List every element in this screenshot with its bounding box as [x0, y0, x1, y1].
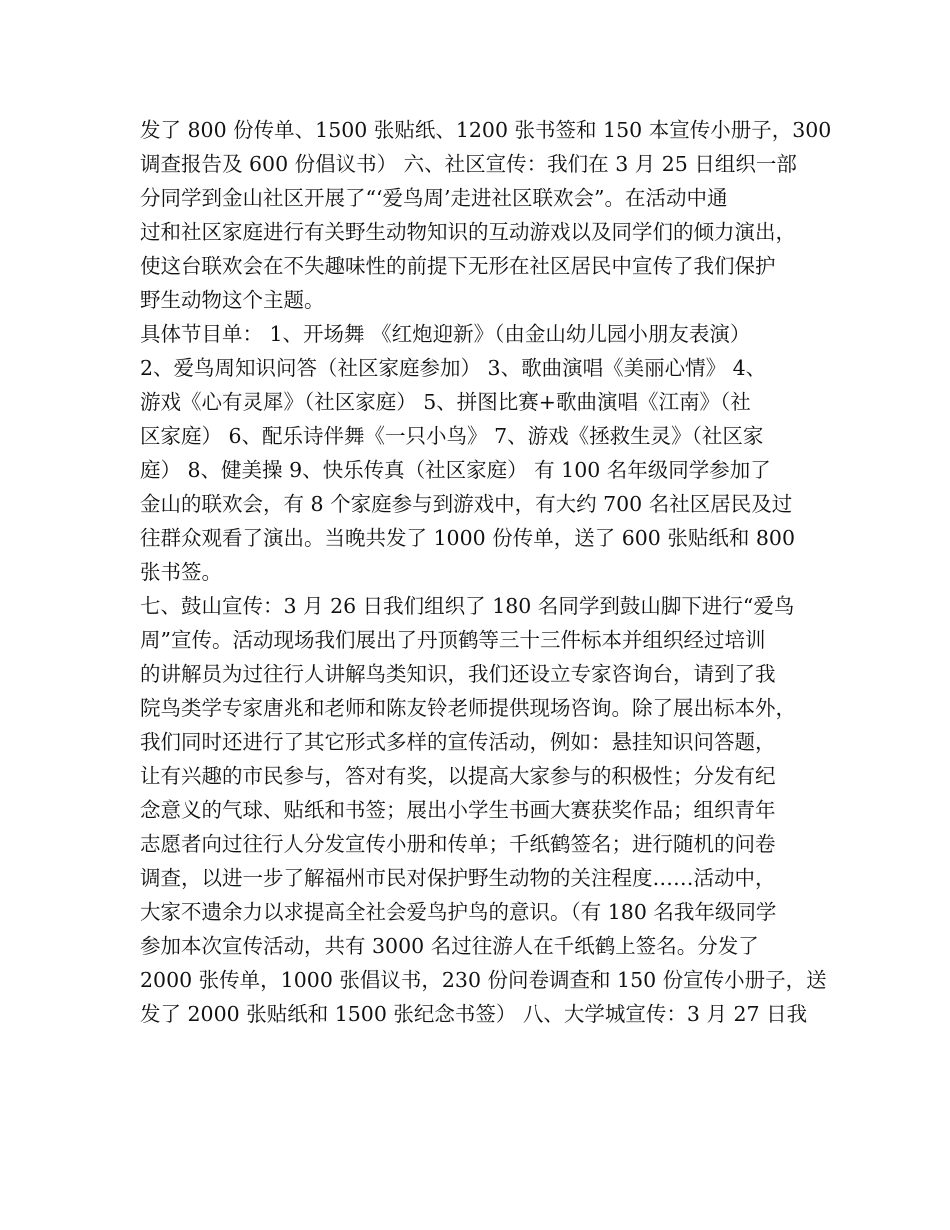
text-line: 志愿者向过往行人分发宣传小册和传单；千纸鹤签名；进行随机的问卷: [140, 832, 776, 856]
text-line: 具体节目单： 1、开场舞 《红炮迎新》（由金山幼儿园小朋友表演）: [140, 322, 751, 346]
text-line: 发了 2000 张贴纸和 1500 张纪念书签） 八、大学城宣传：3 月 27 日我: [140, 1002, 808, 1026]
text-line: 使这台联欢会在不失趣味性的前提下无形在社区居民中宣传了我们保护: [140, 254, 776, 278]
text-line: 我们同时还进行了其它形式多样的宣传活动，例如：悬挂知识问答题，: [140, 730, 776, 754]
text-line: 游戏《心有灵犀》（社区家庭） 5、拼图比赛+歌曲演唱《江南》（社: [140, 390, 751, 414]
body-text: [140, 113, 830, 1031]
text-line: 往群众观看了演出。当晚共发了 1000 份传单，送了 600 张贴纸和 800: [140, 526, 796, 550]
text-line: 调查报告及 600 份倡议书） 六、社区宣传：我们在 3 月 25 日组织一部: [140, 152, 797, 176]
text-line: 的讲解员为过往行人讲解鸟类知识，我们还设立专家咨询台，请到了我: [140, 662, 776, 686]
text-line: 2、爱鸟周知识问答（社区家庭参加） 3、歌曲演唱《美丽心情》 4、: [140, 356, 767, 380]
text-line: 念意义的气球、贴纸和书签；展出小学生书画大赛获奖作品；组织青年: [140, 798, 776, 822]
text-line: 发了 800 份传单、1500 张贴纸、1200 张书签和 150 本宣传小册子，300: [140, 118, 832, 142]
text-line: 让有兴趣的市民参与，答对有奖，以提高大家参与的积极性；分发有纪: [140, 764, 776, 788]
text-line: 分同学到金山社区开展了“‘爱鸟周’走进社区联欢会”。在活动中通: [140, 186, 728, 210]
text-line: 张书签。: [140, 560, 222, 584]
text-line: 金山的联欢会，有 8 个家庭参与到游戏中，有大约 700 名社区居民及过: [140, 492, 793, 516]
text-line: 周”宣传。活动现场我们展出了丹顶鹤等三十三件标本并组织经过培训: [140, 628, 766, 652]
text-line: 过和社区家庭进行有关野生动物知识的互动游戏以及同学们的倾力演出，: [140, 220, 796, 244]
text-line: 野生动物这个主题。: [140, 288, 325, 312]
text-line: 院鸟类学专家唐兆和老师和陈友铃老师提供现场咨询。除了展出标本外，: [140, 696, 796, 720]
text-line: 2000 张传单，1000 张倡议书，230 份问卷调查和 150 份宣传小册子，送: [140, 968, 827, 992]
text-line: 七、鼓山宣传：3 月 26 日我们组织了 180 名同学到鼓山脚下进行“爱鸟: [140, 594, 795, 618]
text-line: 大家不遗余力以求提高全社会爱鸟护鸟的意识。（有 180 名我年级同学: [140, 900, 777, 924]
text-line: 参加本次宣传活动，共有 3000 名过往游人在千纸鹤上签名。分发了: [140, 934, 759, 958]
text-line: 区家庭） 6、配乐诗伴舞《一只小鸟》 7、游戏《拯救生灵》（社区家: [140, 424, 764, 448]
text-line: 庭） 8、健美操 9、快乐传真（社区家庭） 有 100 名年级同学参加了: [140, 458, 771, 482]
text-line: 调查，以进一步了解福州市民对保护野生动物的关注程度……活动中，: [140, 866, 776, 890]
